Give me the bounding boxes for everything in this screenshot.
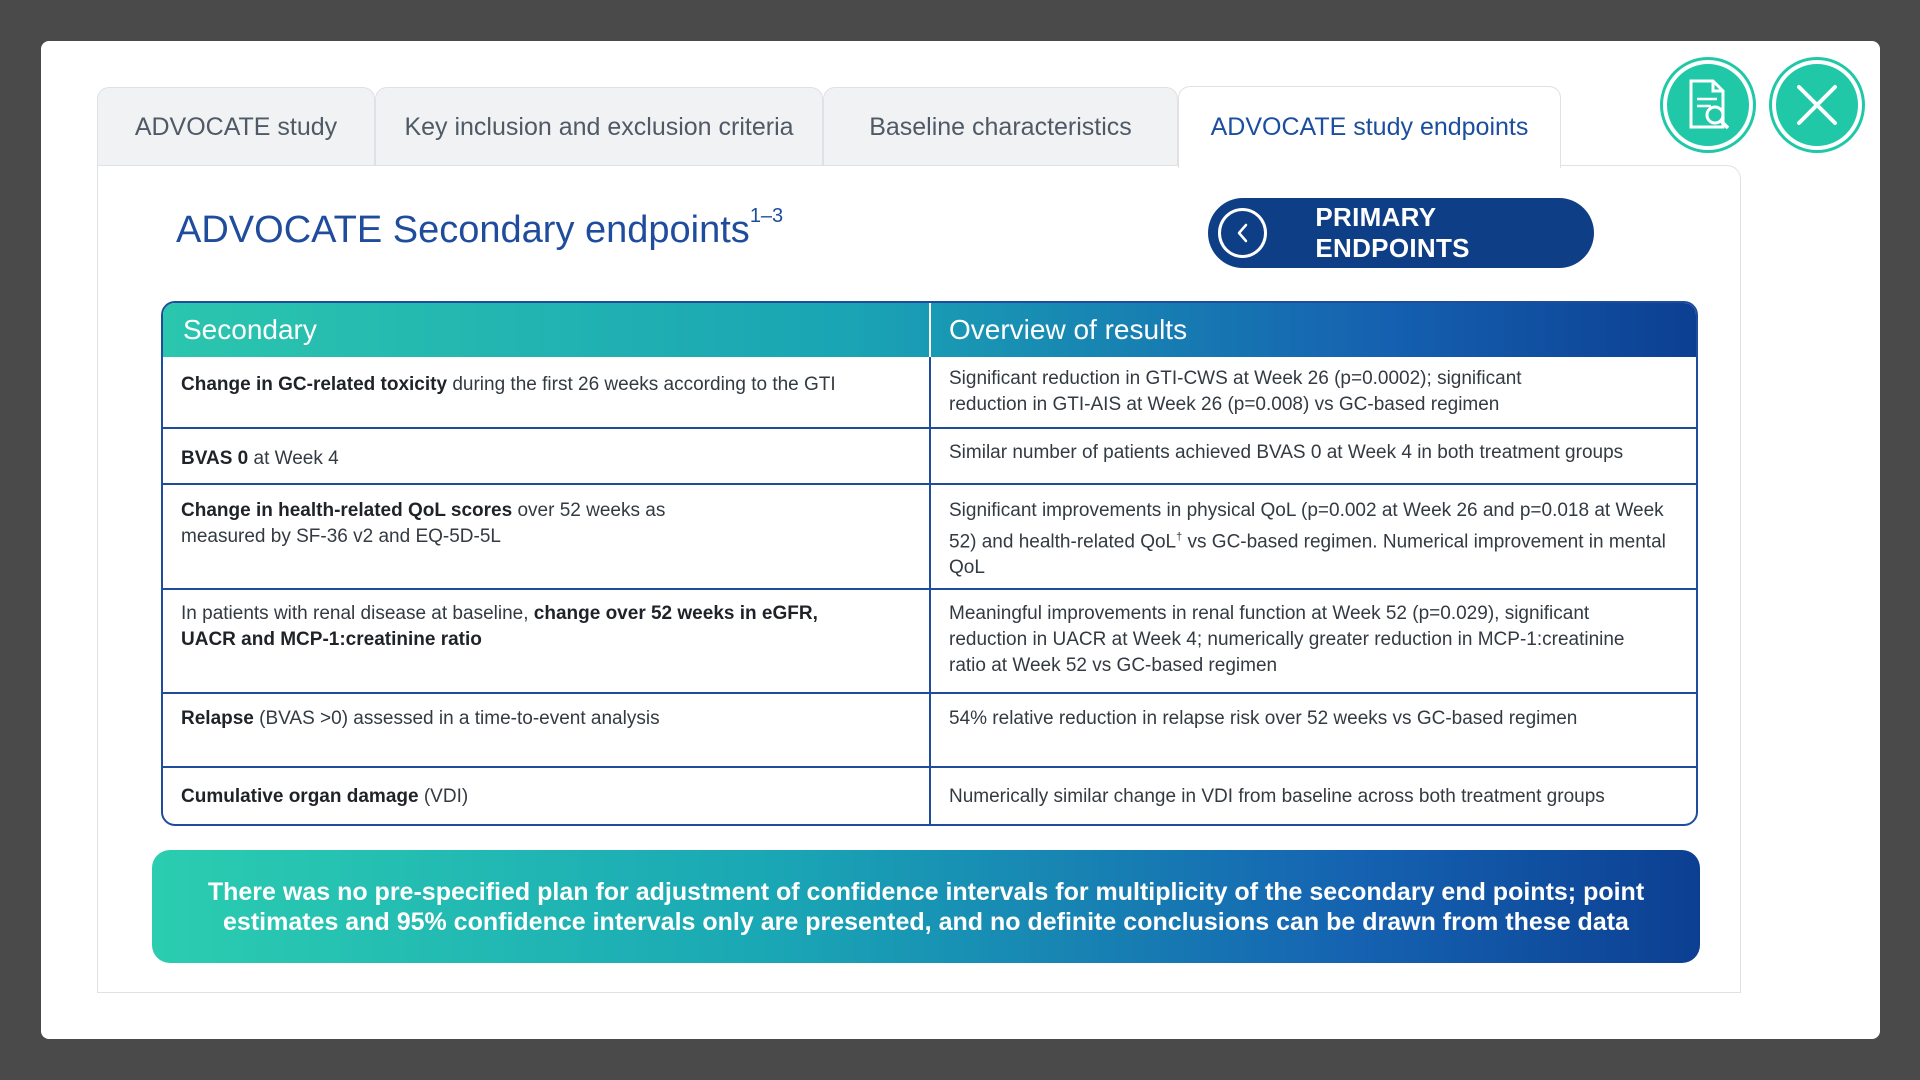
table-row — [163, 766, 1696, 826]
tab-inclusion-exclusion[interactable]: Key inclusion and exclusion criteria — [375, 87, 823, 167]
overview-text: Significant improvements in physical QoL (p=0.002 at Week 26 and p=0.018 at Week 52) and health-related QoL — [949, 500, 1664, 553]
page-title-text: ADVOCATE Secondary endpoints — [176, 209, 750, 251]
document-search-button[interactable] — [1663, 60, 1753, 150]
secondary-bold: Cumulative organ damage — [181, 786, 419, 807]
chevron-left-icon — [1234, 222, 1252, 244]
back-circle — [1218, 208, 1267, 258]
overview-cell: Similar number of patients achieved BVAS 0 at Week 4 in both treatment groups — [949, 442, 1624, 463]
secondary-bold: Change in health-related QoL scores — [181, 500, 513, 521]
secondary-text: at Week 4 — [248, 448, 339, 469]
secondary-cell — [163, 429, 931, 483]
tab-advocate-study[interactable]: ADVOCATE study — [97, 87, 375, 167]
secondary-cell — [163, 357, 931, 427]
disclaimer-banner — [152, 850, 1700, 963]
secondary-text: during the first 26 weeks according to the GTI — [447, 374, 836, 395]
tab-study-endpoints[interactable]: ADVOCATE study endpoints — [1178, 86, 1561, 168]
secondary-cell — [163, 590, 931, 692]
page-title — [176, 205, 783, 252]
close-button[interactable] — [1772, 60, 1862, 150]
close-icon — [1795, 83, 1839, 127]
secondary-text: over 52 weeks as measured by SF-36 v2 and EQ-5D-5L — [181, 500, 666, 547]
table-row — [163, 588, 1696, 692]
tab-baseline-characteristics[interactable]: Baseline characteristics — [823, 87, 1178, 167]
secondary-bold: change over 52 weeks in eGFR, UACR and MCP-1:creatinine ratio — [181, 603, 818, 650]
header-secondary: Secondary — [163, 303, 931, 357]
secondary-text: (VDI) — [418, 786, 469, 807]
disclaimer-text: There was no pre-specified plan for adjustment of confidence intervals for multiplicity of the secondary end points; point estimates and 95% confidence intervals only are presented, and no definite conclusions can be drawn from these data — [207, 877, 1645, 936]
header-overview: Overview of results — [949, 314, 1188, 345]
table-header — [163, 303, 1696, 357]
table-row — [163, 483, 1696, 588]
overview-cell: Numerically similar change in VDI from baseline across both treatment groups — [949, 786, 1605, 807]
table-row — [163, 692, 1696, 766]
secondary-text: (BVAS >0) assessed in a time-to-event analysis — [253, 708, 660, 729]
secondary-cell — [163, 694, 931, 766]
secondary-bold: Relapse — [181, 708, 254, 729]
table-row — [163, 427, 1696, 483]
overview-cell: Meaningful improvements in renal function at Week 52 (p=0.029), significant reduction in UACR at Week 4; numerically greater reduction in MCP-1:creatinine ratio at Week 52 vs GC-based regimen — [949, 603, 1625, 676]
primary-endpoints-button[interactable] — [1208, 198, 1594, 268]
secondary-bold: Change in GC-related toxicity — [181, 374, 448, 395]
secondary-bold: BVAS 0 — [181, 448, 249, 469]
secondary-cell — [163, 485, 931, 588]
primary-endpoints-label: PRIMARY ENDPOINTS — [1315, 202, 1470, 263]
table-row — [163, 357, 1696, 427]
secondary-text: In patients with renal disease at baseline, — [181, 603, 534, 624]
overview-footnote-mark: † — [1176, 531, 1183, 543]
page-title-reference: 1–3 — [749, 205, 784, 227]
secondary-cell — [163, 768, 931, 826]
overview-cell: 54% relative reduction in relapse risk over 52 weeks vs GC-based regimen — [949, 708, 1578, 729]
overview-cell: Significant reduction in GTI-CWS at Week 26 (p=0.0002); significant reduction in GTI-AIS at Week 26 (p=0.008) vs GC-based regimen — [949, 368, 1522, 415]
overview-cell — [931, 485, 1696, 588]
document-search-icon — [1683, 77, 1733, 133]
endpoints-table — [161, 301, 1698, 826]
overview-text-continued: vs GC-based regimen. Numerical improvement in mental QoL — [949, 531, 1666, 579]
